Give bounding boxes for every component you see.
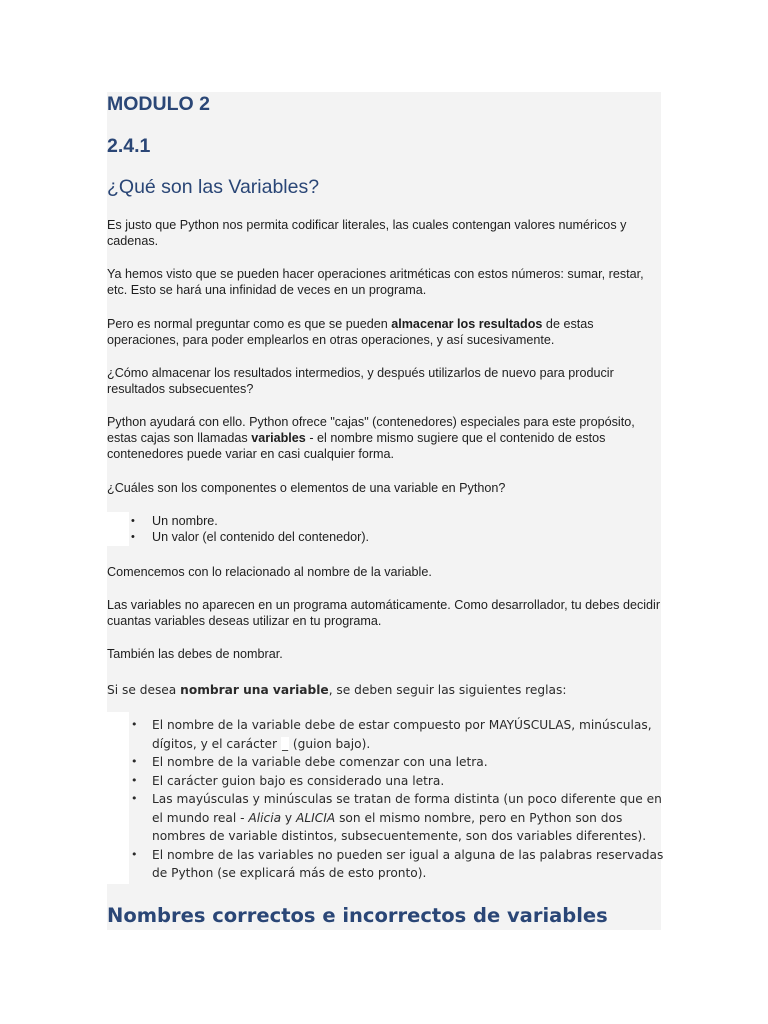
paragraph: Si se desea nombrar una variable, se deben seguir las siguientes reglas: xyxy=(107,683,567,697)
bullet-icon: • xyxy=(131,847,138,861)
bold-text: nombrar una variable xyxy=(180,683,329,697)
paragraph: Las variables no aparecen en un programa automáticamente. Como desarrollador, tu debes decidir cuantas variables deseas utilizar en tu programa. xyxy=(107,598,661,628)
bullet-icon: • xyxy=(131,792,138,805)
list-item: • Un valor (el contenido del contenedor). xyxy=(131,530,370,544)
paragraph: Python ayudará con ello. Python ofrece "cajas" (contenedores) especiales para este propósito, estas cajas son llamadas variables - el nombre mismo sugiere que el contenido de estos contenedores puede variar en casi cualquier forma. xyxy=(107,415,635,461)
rules-list xyxy=(107,716,664,883)
list-item: • El carácter guion bajo es considerado una letra. xyxy=(152,772,664,791)
bullet-icon: • xyxy=(131,531,135,543)
paragraph: Es justo que Python nos permita codificar literales, las cuales contengan valores numéricos y cadenas. xyxy=(107,218,627,248)
section-title: ¿Qué son las Variables? xyxy=(107,176,320,198)
list-item: • El nombre de la variable debe comenzar con una letra. xyxy=(152,753,664,772)
bullet-icon: • xyxy=(131,515,135,527)
bullet-icon: • xyxy=(131,773,138,787)
list-item: • Un nombre. xyxy=(131,514,218,528)
list-item: • Las mayúsculas y minúsculas se tratan de forma distinta (un poco diferente que en el mundo real - Alicia y ALICIA son el mismo nombre, pero en Python son dos nombres de variable distintos, subsecuentemente, son dos variables diferentes). xyxy=(131,792,662,843)
bullet-icon: • xyxy=(131,718,138,731)
underscore-char: _ xyxy=(281,736,289,751)
subsection-heading: Nombres correctos e incorrectos de variables xyxy=(107,904,608,927)
bold-text: variables xyxy=(251,431,306,445)
paragraph: Comencemos con lo relacionado al nombre de la variable. xyxy=(107,565,432,579)
paragraph: Ya hemos visto que se pueden hacer operaciones aritméticas con estos números: sumar, restar, etc. Esto se hará una infinidad de veces en un programa. xyxy=(107,267,644,297)
list-item: • El nombre de la variable debe de estar compuesto por MAYÚSCULAS, minúsculas, dígitos, y el carácter _ (guion bajo). xyxy=(131,718,652,751)
components-list xyxy=(107,513,664,545)
section-number: 2.4.1 xyxy=(107,135,151,157)
paragraph: ¿Cómo almacenar los resultados intermedios, y después utilizarlos de nuevo para producir resultados subsecuentes? xyxy=(107,366,614,396)
paragraph: También las debes de nombrar. xyxy=(107,647,283,661)
paragraph: ¿Cuáles son los componentes o elementos de una variable en Python? xyxy=(107,481,506,495)
bold-text: almacenar los resultados xyxy=(391,317,543,331)
bullet-icon: • xyxy=(131,755,138,768)
module-heading: MODULO 2 xyxy=(107,93,210,115)
list-item: • El nombre de las variables no pueden ser igual a alguna de las palabras reservadas de Python (se explicará más de esto pronto). xyxy=(131,847,664,880)
paragraph: Pero es normal preguntar como es que se pueden almacenar los resultados de estas operaciones, para poder emplearlos en otras operaciones, y así sucesivamente. xyxy=(107,317,594,347)
